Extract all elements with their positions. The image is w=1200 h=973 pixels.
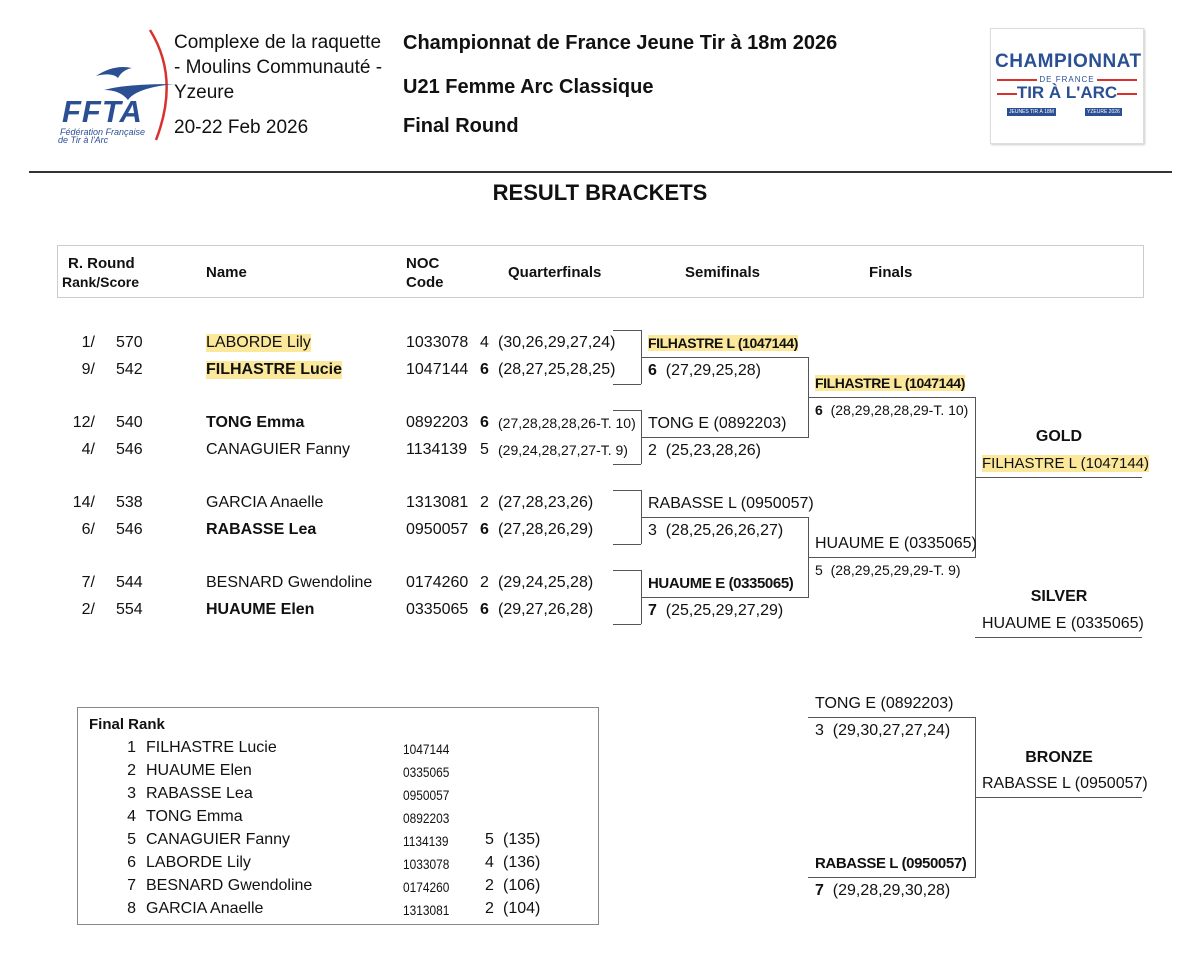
entry-rank: 12/ <box>72 414 95 431</box>
sf-score-4 <box>648 602 783 620</box>
final-ends: (28,29,28,28,29-T. 10) <box>830 402 969 418</box>
bracket-line <box>641 517 809 518</box>
header-divider <box>29 171 1172 173</box>
bronze-name-2: RABASSE L (0950057) <box>815 855 967 872</box>
entry-rank: 2/ <box>81 601 95 618</box>
sf-pts: 2 <box>648 442 657 459</box>
event-dates: 20-22 Feb 2026 <box>174 117 309 138</box>
bracket-line <box>613 330 641 331</box>
bracket-line <box>613 410 641 411</box>
entry-rank: 1/ <box>81 334 95 351</box>
rank-name: GARCIA Anaelle <box>146 900 264 917</box>
entry-rank: 6/ <box>81 521 95 538</box>
entry-qf-ends: (27,28,26,29) <box>498 521 594 538</box>
final-score-2 <box>815 562 961 578</box>
bronze-pts: 7 <box>815 882 824 899</box>
entry-qf-points: 5 <box>480 441 489 458</box>
ffta-logo-subtitle-2: de Tir à l'Arc <box>58 135 109 145</box>
entry-score: 538 <box>116 494 143 511</box>
logo-red-rule <box>997 93 1017 95</box>
sf-score-3 <box>648 522 783 540</box>
entry-qf-ends: (29,27,26,28) <box>498 601 594 618</box>
logo-red-rule <box>1097 79 1137 81</box>
entry-qf-ends: (30,26,29,27,24) <box>498 334 616 351</box>
final-ends: (28,29,25,29,29-T. 9) <box>830 562 961 578</box>
logo-red-rule <box>1117 93 1137 95</box>
championnat-logo-line2: DE FRANCE <box>1039 75 1095 84</box>
entry-score: 544 <box>116 574 143 591</box>
rank-noc: 0174260 <box>403 879 450 895</box>
final-score-1 <box>815 402 968 418</box>
bronze-label: BRONZE <box>1025 749 1093 766</box>
bronze-score-1 <box>815 722 950 740</box>
sf-name-1: FILHASTRE L (1047144) <box>648 335 799 351</box>
entry-noc: 0950057 <box>406 521 469 538</box>
entry-noc: 1313081 <box>406 494 469 511</box>
venue-line-3: Yzeure <box>174 82 235 103</box>
entry-qf-points: 2 <box>480 494 489 511</box>
championnat-logo-line3: TIR À L'ARC <box>1016 83 1118 102</box>
rank-name: BESNARD Gwendoline <box>146 877 313 894</box>
bronze-ends: (29,28,29,30,28) <box>832 882 951 899</box>
sf-ends: (27,29,25,28) <box>665 362 761 379</box>
entry-noc: 1047144 <box>406 361 469 378</box>
entry-qf-points: 4 <box>480 334 489 351</box>
rank-name: LABORDE Lily <box>146 854 251 871</box>
final-rank-title: Final Rank <box>89 716 165 733</box>
entry-rank: 9/ <box>81 361 95 378</box>
entry-qf-ends: (29,24,28,27,27-T. 9) <box>498 442 628 458</box>
rank-name: HUAUME Elen <box>146 762 252 779</box>
entry-name: BESNARD Gwendoline <box>206 574 373 591</box>
rank-position: 3 <box>127 785 136 802</box>
entry-qf-points: 6 <box>480 601 489 618</box>
header-noc-2: Code <box>406 274 444 291</box>
entry-noc: 0174260 <box>406 574 469 591</box>
rank-name: TONG Emma <box>146 808 243 825</box>
entry-score: 546 <box>116 441 143 458</box>
entry-name: CANAGUIER Fanny <box>206 441 351 458</box>
header-quarterfinals: Quarterfinals <box>508 264 602 281</box>
bronze-pts: 3 <box>815 722 824 739</box>
bronze-score-2 <box>815 882 950 900</box>
event-category: U21 Femme Arc Classique <box>403 76 654 98</box>
bracket-line <box>808 877 976 878</box>
rank-points: 2 <box>485 877 494 894</box>
rank-noc: 0335065 <box>403 764 450 780</box>
final-pts: 6 <box>815 402 823 418</box>
rank-name: FILHASTRE Lucie <box>146 739 277 756</box>
entry-score: 546 <box>116 521 143 538</box>
entry-noc: 1033078 <box>406 334 469 351</box>
championnat-logo-tag-right: YZEURE 2026 <box>1087 109 1120 115</box>
sf-ends: (25,25,29,27,29) <box>665 602 784 619</box>
rank-name: RABASSE Lea <box>146 785 253 802</box>
sf-ends: (25,23,28,26) <box>665 442 761 459</box>
header-rround-1: R. Round <box>68 255 135 272</box>
silver-winner: HUAUME E (0335065) <box>982 615 1144 632</box>
header-semifinals: Semifinals <box>685 264 761 281</box>
final-name-1: FILHASTRE L (1047144) <box>815 375 966 391</box>
rank-name: CANAGUIER Fanny <box>146 831 291 848</box>
bracket-line <box>641 597 809 598</box>
entry-noc: 0335065 <box>406 601 469 618</box>
rank-noc: 1313081 <box>403 902 450 918</box>
entry-name: HUAUME Elen <box>206 601 315 618</box>
bronze-ends: (29,30,27,27,24) <box>832 722 951 739</box>
gold-winner: FILHASTRE L (1047144) <box>982 455 1150 472</box>
rank-noc: 1047144 <box>403 741 450 757</box>
entry-qf-ends: (27,28,23,26) <box>498 494 594 511</box>
gold-label: GOLD <box>1035 428 1083 445</box>
rank-points: 4 <box>485 854 494 871</box>
bracket-line <box>613 464 641 465</box>
entry-name: TONG Emma <box>206 414 305 431</box>
rank-position: 2 <box>127 762 136 779</box>
entry-rank: 4/ <box>81 441 95 458</box>
sf-name-2: TONG E (0892203) <box>648 415 787 432</box>
entry-score: 554 <box>116 601 143 618</box>
rank-noc: 0892203 <box>403 810 450 826</box>
bracket-line <box>641 357 809 358</box>
entry-qf-points: 2 <box>480 574 489 591</box>
bronze-name-1: TONG E (0892203) <box>815 695 954 712</box>
entry-rank: 14/ <box>72 494 95 511</box>
rank-position: 8 <box>127 900 136 917</box>
entry-name: FILHASTRE Lucie <box>206 361 343 378</box>
sf-name-3: RABASSE L (0950057) <box>648 495 814 512</box>
rank-position: 6 <box>127 854 136 871</box>
bracket-line <box>808 557 976 558</box>
final-rank-box <box>77 707 599 925</box>
event-round: Final Round <box>403 115 519 137</box>
entry-qf-ends: (27,28,28,28,26-T. 10) <box>498 415 636 431</box>
bracket-line <box>808 717 976 718</box>
entry-qf-points: 6 <box>480 414 489 431</box>
final-name-2: HUAUME E (0335065) <box>815 535 977 552</box>
rank-position: 5 <box>127 831 136 848</box>
ffta-logo <box>56 28 174 144</box>
rank-noc: 1134139 <box>403 833 449 849</box>
entry-qf-points: 6 <box>480 521 489 538</box>
rank-total: (104) <box>503 900 541 917</box>
bracket-line <box>613 570 641 571</box>
bracket-line <box>641 437 809 438</box>
sf-ends: (28,25,26,26,27) <box>665 522 784 539</box>
event-title: Championnat de France Jeune Tir à 18m 2026 <box>403 32 838 54</box>
venue-line-2: - Moulins Communauté - <box>174 57 383 78</box>
entry-name: GARCIA Anaelle <box>206 494 324 511</box>
sf-pts: 7 <box>648 602 657 619</box>
sf-name-4: HUAUME E (0335065) <box>648 575 794 592</box>
entry-score: 542 <box>116 361 143 378</box>
header-finals: Finals <box>869 264 913 281</box>
entry-score: 570 <box>116 334 143 351</box>
rank-noc: 1033078 <box>403 856 450 872</box>
final-pts: 5 <box>815 562 823 578</box>
sf-score-1 <box>648 362 761 380</box>
bronze-winner: RABASSE L (0950057) <box>982 775 1148 792</box>
section-title: RESULT BRACKETS <box>492 180 708 205</box>
entry-noc: 1134139 <box>406 441 468 458</box>
rank-position: 1 <box>127 739 136 756</box>
entry-qf-ends: (29,24,25,28) <box>498 574 594 591</box>
rank-points: 5 <box>485 831 494 848</box>
rank-position: 7 <box>127 877 136 894</box>
header-name: Name <box>206 264 247 281</box>
rank-position: 4 <box>127 808 136 825</box>
rank-total: (135) <box>503 831 541 848</box>
entry-qf-ends: (28,27,25,28,25) <box>498 361 616 378</box>
entry-score: 540 <box>116 414 143 431</box>
bracket-line <box>613 544 641 545</box>
rank-total: (106) <box>503 877 541 894</box>
championnat-logo-tag-left: JEUNES TIR À 18M <box>1009 109 1054 115</box>
entry-rank: 7/ <box>81 574 95 591</box>
sf-pts: 6 <box>648 362 657 379</box>
header-rround-2: Rank/Score <box>62 274 140 290</box>
ffta-logo-subtitle-1: Fédération Française <box>60 127 146 137</box>
venue-line-1: Complexe de la raquette <box>174 32 382 53</box>
bracket-line <box>975 477 1142 478</box>
bracket-line <box>975 797 1142 798</box>
bracket-line <box>808 397 976 398</box>
entry-noc: 0892203 <box>406 414 469 431</box>
entry-name: LABORDE Lily <box>206 334 311 351</box>
header-noc-1: NOC <box>406 255 440 272</box>
rank-total: (136) <box>503 854 541 871</box>
rank-points: 2 <box>485 900 494 917</box>
ffta-logo-text: FFTA <box>62 94 143 129</box>
bracket-line <box>613 624 641 625</box>
bracket-line <box>613 384 641 385</box>
logo-red-rule <box>997 79 1037 81</box>
bracket-line <box>613 490 641 491</box>
championnat-logo <box>990 28 1144 144</box>
sf-pts: 3 <box>648 522 657 539</box>
entry-name: RABASSE Lea <box>206 521 317 538</box>
entry-qf-points: 6 <box>480 361 489 378</box>
sf-score-2 <box>648 442 761 460</box>
rank-noc: 0950057 <box>403 787 450 803</box>
championnat-logo-line1: CHAMPIONNAT <box>995 51 1142 72</box>
bracket-line <box>975 637 1142 638</box>
silver-label: SILVER <box>1030 588 1088 605</box>
